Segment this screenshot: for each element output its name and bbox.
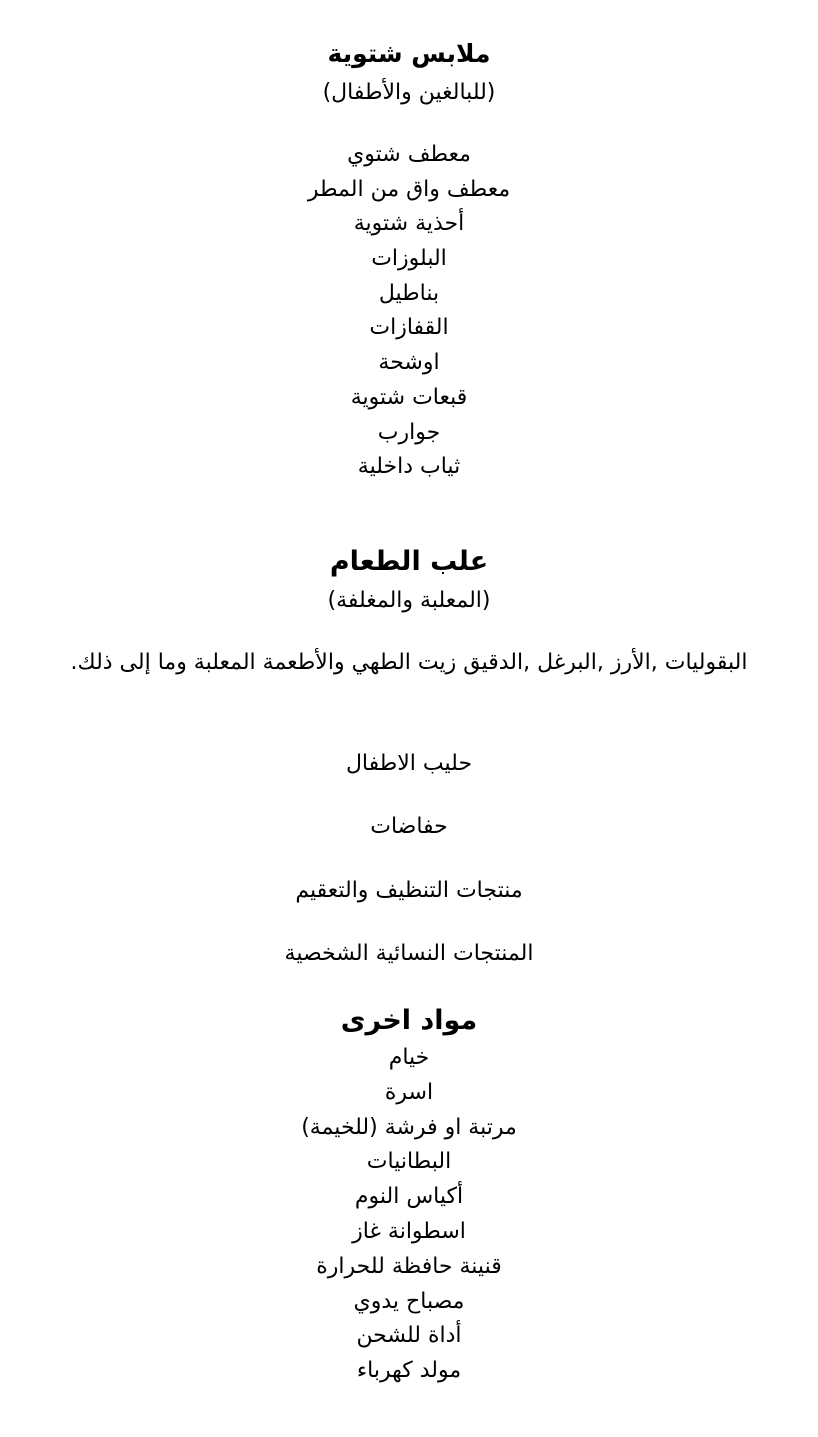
list-item: أكياس النوم	[354, 1184, 464, 1209]
canned-food-subtitle: (المعلبة والمغلفة)	[327, 588, 491, 613]
list-item: مولد كهرباء	[356, 1358, 462, 1383]
list-item: البطانيات	[366, 1149, 452, 1174]
list-item: قبعات شتوية	[350, 385, 468, 410]
list-item: بناطيل	[378, 281, 440, 306]
list-item: البلوزات	[371, 246, 447, 271]
list-item: اسرة	[384, 1080, 434, 1105]
list-item: مرتبة او فرشة (للخيمة)	[301, 1115, 517, 1140]
list-item: خيام	[388, 1045, 430, 1070]
list-item: أداة للشحن	[356, 1323, 462, 1348]
list-item: القفازات	[369, 315, 449, 340]
list-item: أحذية شتوية	[353, 211, 465, 236]
list-item: حفاضات	[370, 814, 448, 839]
list-item: قنينة حافظة للحرارة	[316, 1254, 502, 1279]
list-item: اوشحة	[378, 350, 440, 375]
list-item: جوارب	[377, 420, 441, 445]
list-item: مصباح يدوي	[353, 1289, 465, 1314]
list-item: معطف شتوي	[347, 142, 471, 167]
winter-clothes-subtitle: (للبالغين والأطفال)	[322, 80, 496, 105]
list-item: اسطوانة غاز	[352, 1219, 466, 1244]
list-item: حليب الاطفال	[345, 751, 473, 776]
list-item: المنتجات النسائية الشخصية	[284, 941, 534, 966]
list-item: ثياب داخلية	[357, 454, 461, 479]
winter-clothes-title: ملابس شتوية	[327, 39, 491, 68]
canned-food-title: علب الطعام	[329, 546, 489, 577]
list-item: منتجات التنظيف والتعقيم	[295, 878, 523, 903]
canned-food-description: البقوليات ,الأرز ,البرغل ,الدقيق زيت الطهي والأطعمة المعلبة وما إلى ذلك.	[70, 650, 748, 675]
other-items-title: مواد اخرى	[340, 1005, 478, 1036]
list-item: معطف واق من المطر	[307, 177, 511, 202]
